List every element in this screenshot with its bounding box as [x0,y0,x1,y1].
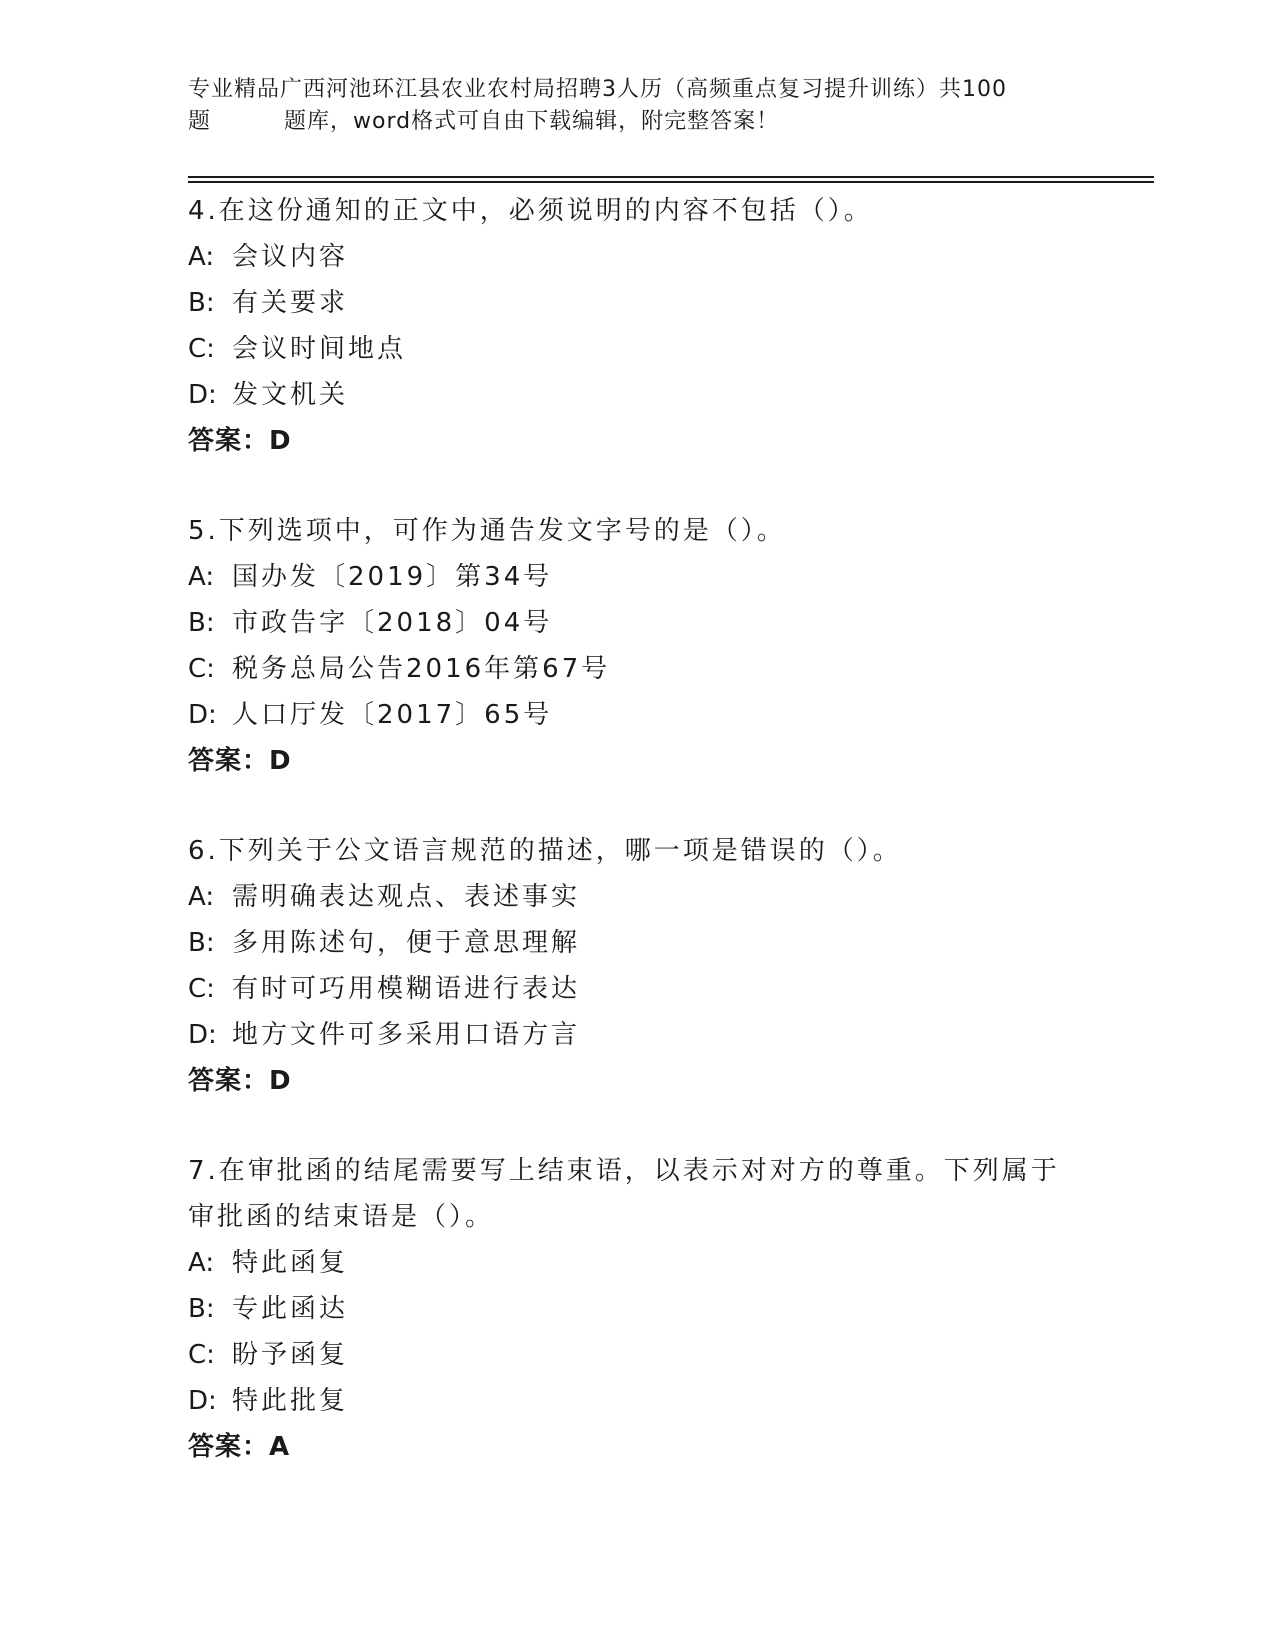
option-d [188,1012,1088,1058]
option-text: 多用陈述句，便于意思理解 [232,928,581,958]
option-text: 需明确表达观点、表述事实 [232,882,581,912]
option-text: 会议内容 [232,242,349,272]
option-text: 有关要求 [232,288,349,318]
option-letter: B: [188,1294,215,1324]
option-c [188,646,1088,692]
option-letter: D: [188,700,217,730]
option-c [188,1332,1088,1378]
option-text: 盼予函复 [232,1340,349,1370]
option-c [188,326,1088,372]
header-divider-top [188,176,1154,178]
answer-line: 答案：D [188,426,292,456]
header-title-line-2-rest: 题库，word格式可自由下载编辑，附完整答案！ [284,109,780,134]
option-letter: B: [188,608,215,638]
option-letter: C: [188,334,215,364]
option-letter: B: [188,288,215,318]
option-a [188,874,1088,920]
option-letter: C: [188,974,215,1004]
option-a [188,554,1088,600]
option-text: 特此函复 [232,1248,349,1278]
question-stem [188,1148,1088,1240]
option-b [188,600,1088,646]
option-text: 有时可巧用模糊语进行表达 [232,974,581,1004]
option-letter: A: [188,882,215,912]
option-letter: C: [188,654,215,684]
header-divider-bottom [188,181,1154,183]
option-d [188,1378,1088,1424]
option-text: 国办发〔2019〕第34号 [232,562,553,592]
option-text: 税务总局公告2016年第67号 [232,654,611,684]
option-b [188,1286,1088,1332]
question-stem-line: 4.在这份通知的正文中，必须说明的内容不包括（）。 [188,196,873,226]
question-4 [188,188,1088,464]
option-d [188,692,1088,738]
answer-line: 答案：A [188,1432,291,1462]
option-letter: D: [188,380,217,410]
question-7 [188,1148,1088,1470]
header-title-line-1: 专业精品广西河池环江县农业农村局招聘3人历（高频重点复习提升训练）共100 [188,77,1007,102]
question-stem-line: 审批函的结束语是（）。 [188,1202,495,1232]
question-stem [188,508,1088,554]
answer-line: 答案：D [188,746,292,776]
question-6 [188,828,1088,1104]
option-letter: D: [188,1386,217,1416]
question-stem-line: 7.在审批函的结尾需要写上结束语，以表示对对方的尊重。下列属于 [188,1156,1060,1186]
option-a [188,1240,1088,1286]
option-letter: D: [188,1020,217,1050]
header-title-line-2-prefix: 题 [188,109,212,134]
answer-line: 答案：D [188,1066,292,1096]
option-text: 地方文件可多采用口语方言 [232,1020,581,1050]
option-a [188,234,1088,280]
option-letter: A: [188,1248,215,1278]
option-letter: B: [188,928,215,958]
option-text: 发文机关 [232,380,349,410]
question-stem [188,828,1088,874]
option-text: 市政告字〔2018〕04号 [232,608,553,638]
option-text: 特此批复 [232,1386,349,1416]
option-b [188,920,1088,966]
option-b [188,280,1088,326]
option-letter: C: [188,1340,215,1370]
option-text: 人口厅发〔2017〕65号 [232,700,553,730]
option-letter: A: [188,562,215,592]
option-letter: A: [188,242,215,272]
option-c [188,966,1088,1012]
question-stem [188,188,1088,234]
option-d [188,372,1088,418]
header-title-line-2 [188,106,1088,138]
question-5 [188,508,1088,784]
document-header [188,74,1088,138]
option-text: 专此函达 [232,1294,349,1324]
question-stem-line: 6.下列关于公文语言规范的描述，哪一项是错误的（）。 [188,836,902,866]
option-text: 会议时间地点 [232,334,407,364]
question-stem-line: 5.下列选项中，可作为通告发文字号的是（）。 [188,516,786,546]
